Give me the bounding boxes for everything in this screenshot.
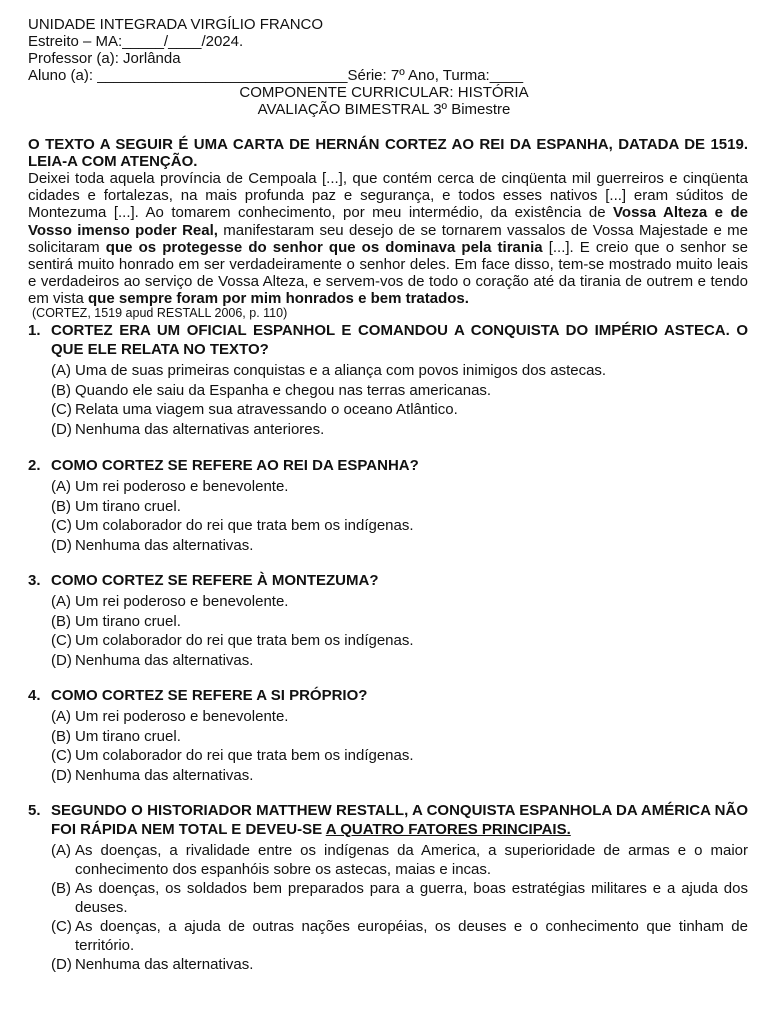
student-name-blank: ______________________________ (97, 67, 348, 84)
option-text: Nenhuma das alternativas. (75, 651, 254, 669)
option-letter: (D) (51, 420, 72, 438)
option-letter: (C) (51, 401, 72, 418)
question-number: 4. (28, 687, 41, 704)
option-text: Um tirano cruel. (75, 727, 181, 745)
option-letter: (C) (51, 918, 72, 935)
option-letter: (B) (51, 497, 71, 515)
evaluation-title: AVALIAÇÃO BIMESTRAL 3º Bimestre (257, 101, 511, 118)
student-label: Aluno (a): (28, 67, 94, 84)
option-letter: (C) (51, 747, 72, 764)
option-c (51, 400, 748, 420)
option-letter: (B) (51, 727, 71, 745)
option-text: Um colaborador do rei que trata bem os indígenas. (75, 632, 414, 649)
option-text: Um rei poderoso e benevolente. (75, 708, 289, 725)
option-b (51, 497, 748, 517)
option-letter: (D) (51, 651, 72, 669)
option-d (51, 651, 748, 671)
option-text: Nenhuma das alternativas anteriores. (75, 420, 325, 438)
option-text: Um colaborador do rei que trata bem os indígenas. (75, 747, 414, 764)
option-text: As doenças, a rivalidade entre os indígenas da America, a superioridade de armas e o maior conhecimento dos espanhóis sobre os astecas, maias e incas. (75, 842, 748, 878)
option-b (51, 612, 748, 632)
option-letter: (A) (51, 362, 71, 379)
option-letter: (D) (51, 536, 72, 554)
student-line (28, 67, 523, 84)
option-text: Quando ele saiu da Espanha e chegou nas terras americanas. (75, 381, 492, 399)
option-c (51, 917, 748, 955)
question-4 (28, 686, 748, 785)
option-d (51, 766, 748, 786)
question-3 (28, 571, 748, 670)
option-a (51, 841, 748, 879)
question-text-main: SEGUNDO O HISTORIADOR MATTHEW RESTALL, A CONQUISTA ESPANHOLA DA AMÉRICA NÃO FOI RÁPIDA NEM TOTAL E DEVEU-SE (51, 802, 748, 838)
question-number: 5. (28, 802, 41, 819)
option-letter: (B) (51, 381, 71, 399)
option-d (51, 955, 748, 975)
instructions: O TEXTO A SEGUIR É UMA CARTA DE HERNÁN CORTEZ AO REI DA ESPANHA, DATADA DE 1519. LEIA-A COM ATENÇÃO. (28, 136, 748, 170)
option-a (51, 592, 748, 612)
option-d (51, 420, 748, 440)
grade-label: Série: 7º Ano, Turma:____ (347, 67, 524, 84)
teacher-line: Professor (a): Jorlânda (28, 50, 181, 67)
option-letter: (D) (51, 766, 72, 784)
question-number: 3. (28, 572, 41, 589)
citation: (CORTEZ, 1519 apud RESTALL 2006, p. 110) (32, 306, 288, 320)
option-text: As doenças, os soldados bem preparados para a guerra, boas estratégias militares e a ajuda dos deuses. (75, 880, 748, 916)
option-text: Um tirano cruel. (75, 612, 181, 630)
question-number: 1. (28, 322, 41, 339)
option-text: Nenhuma das alternativas. (75, 766, 254, 784)
option-text: Um colaborador do rei que trata bem os indígenas. (75, 517, 414, 534)
school-name: UNIDADE INTEGRADA VIRGÍLIO FRANCO (28, 16, 324, 33)
date-line: Estreito – MA:_____/____/2024. (28, 33, 244, 50)
question-2 (28, 456, 748, 555)
question-text: COMO CORTEZ SE REFERE AO REI DA ESPANHA? (51, 457, 419, 474)
option-text: Um rei poderoso e benevolente. (75, 478, 289, 495)
option-c (51, 746, 748, 766)
option-b (51, 381, 748, 401)
question-text-underlined: A QUATRO FATORES PRINCIPAIS. (325, 821, 571, 838)
option-text: Nenhuma das alternativas. (75, 956, 254, 973)
option-text: Um tirano cruel. (75, 497, 181, 515)
question-text (51, 801, 748, 839)
letter-part-2: manifestaram seu desejo de se tornarem vassalos de Vossa Majestade e me solicitaram (28, 221, 748, 256)
letter-bold-3: que sempre foram por mim honrados e bem tratados. (88, 290, 469, 308)
option-a (51, 477, 748, 497)
option-a (51, 707, 748, 727)
option-c (51, 631, 748, 651)
question-5 (28, 801, 748, 975)
option-text: As doenças, a ajuda de outras nações européias, os deuses e o conhecimento que tinham de território. (75, 918, 748, 954)
option-c (51, 516, 748, 536)
option-letter: (B) (51, 880, 71, 897)
option-b (51, 727, 748, 747)
option-letter: (C) (51, 632, 72, 649)
option-letter: (A) (51, 593, 71, 610)
letter-excerpt (28, 170, 748, 308)
question-1 (28, 321, 748, 439)
letter-part-1: Deixei toda aquela província de Cempoala [...], que contém cerca de cinqüenta mil guerreiros e cinqüenta cidades e fortalezas, na mais profunda paz e segurança, e todos esses nativos [...] eram súditos de Montezuma [...]. Ao tomarem conhecimento, por meu intermédio, da existência de (28, 170, 748, 222)
option-letter: (A) (51, 478, 71, 495)
option-a (51, 361, 748, 381)
question-number: 2. (28, 457, 41, 474)
subject-component: COMPONENTE CURRICULAR: HISTÓRIA (239, 84, 529, 101)
option-letter: (A) (51, 708, 71, 725)
option-text: Relata uma viagem sua atravessando o oceano Atlântico. (75, 401, 458, 418)
option-letter: (C) (51, 517, 72, 534)
option-b (51, 879, 748, 917)
option-d (51, 536, 748, 556)
option-letter: (A) (51, 842, 71, 859)
letter-part-3: [...]. E creio que o senhor se sentirá muito honrado em ser verdadeiramente o senhor deles. Em face disso, tem-se mostrado muito leais e verdadeiros ao serviço de Vossa Alteza, e servem-vos de todo o coração até da tirania de outrem e tendo em vista (28, 238, 748, 308)
letter-bold-1: Vossa Alteza e de Vosso imenso poder Real, (28, 204, 748, 239)
option-text: Uma de suas primeiras conquistas e a aliança com povos inimigos dos astecas. (75, 362, 607, 379)
option-letter: (D) (51, 956, 72, 973)
letter-bold-2: que os protegesse do senhor que os dominava pela tirania (105, 238, 543, 256)
question-text: COMO CORTEZ SE REFERE A SI PRÓPRIO? (51, 687, 368, 704)
question-text: CORTEZ ERA UM OFICIAL ESPANHOL E COMANDOU A CONQUISTA DO IMPÉRIO ASTECA. O QUE ELE RELATA NO TEXTO? (51, 322, 748, 358)
option-text: Um rei poderoso e benevolente. (75, 593, 289, 610)
option-letter: (B) (51, 612, 71, 630)
option-text: Nenhuma das alternativas. (75, 536, 254, 554)
question-text: COMO CORTEZ SE REFERE À MONTEZUMA? (51, 572, 379, 589)
